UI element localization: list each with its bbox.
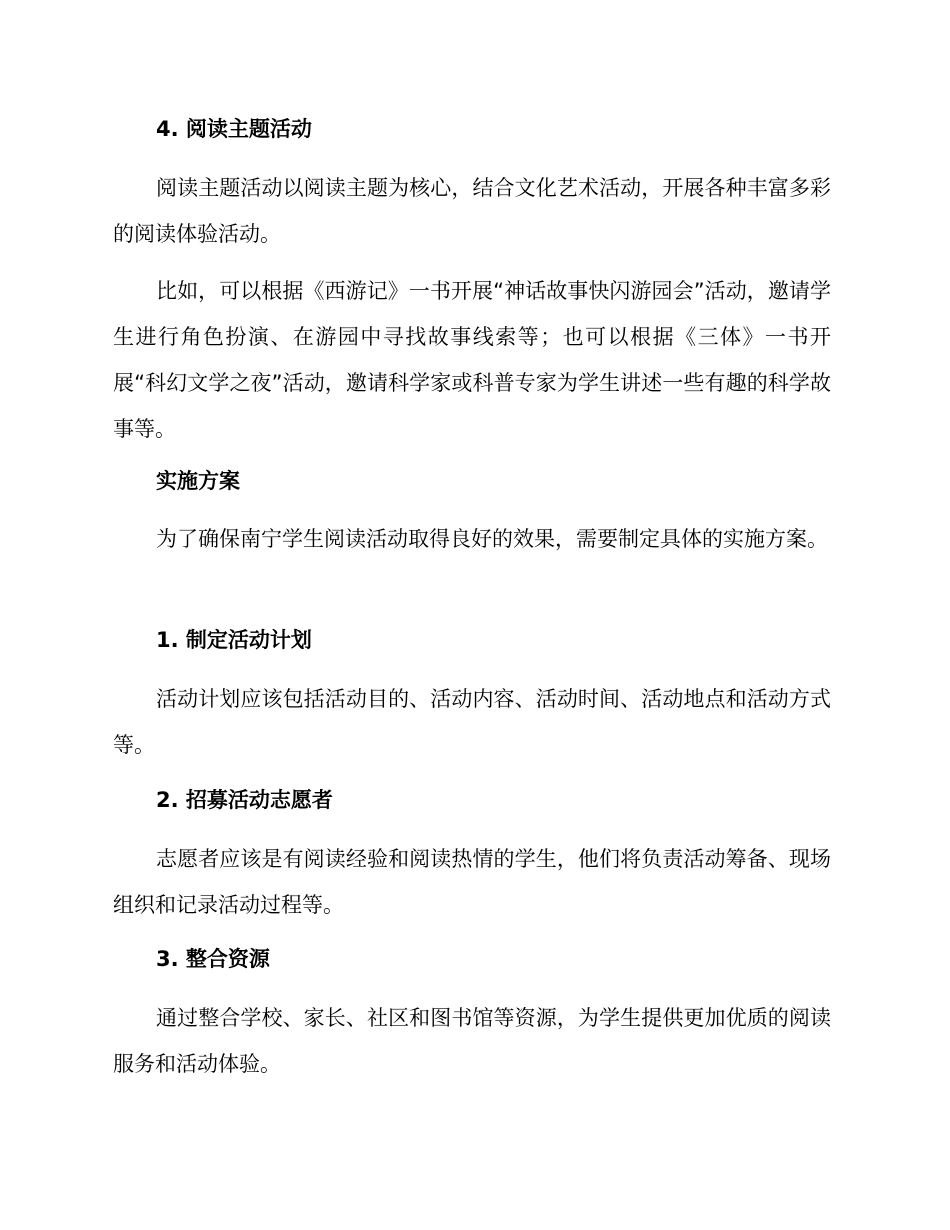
section-heading-integrate-resources: 3. 整合资源 <box>156 947 270 971</box>
paragraph-implementation-intro: 为了确保南宁学生阅读活动取得良好的效果，需要制定具体的实施方案。 <box>156 527 828 551</box>
paragraph-reading-theme-intro: 阅读主题活动以阅读主题为核心，结合文化艺术活动，开展各种丰富多彩的阅读体验活动。 <box>113 176 831 246</box>
section-heading-reading-theme-activities: 4. 阅读主题活动 <box>156 117 312 141</box>
section-heading-implementation-plan: 实施方案 <box>156 469 240 493</box>
paragraph-reading-theme-examples: 比如，可以根据《西游记》一书开展“神话故事快闪游园会”活动，邀请学生进行角色扮演、在游园中寻找故事线索等；也可以根据《三体》一书开展“科幻文学之夜”活动，邀请科学家或科普专家为学生讲述一些有趣的科学故事等。 <box>113 279 831 441</box>
section-heading-activity-plan: 1. 制定活动计划 <box>156 628 312 652</box>
paragraph-recruit-volunteers: 志愿者应该是有阅读经验和阅读热情的学生，他们将负责活动筹备、现场组织和记录活动过程等。 <box>113 847 831 917</box>
paragraph-integrate-resources: 通过整合学校、家长、社区和图书馆等资源，为学生提供更加优质的阅读服务和活动体验。 <box>113 1006 831 1076</box>
paragraph-activity-plan: 活动计划应该包括活动目的、活动内容、活动时间、活动地点和活动方式等。 <box>113 687 831 757</box>
section-heading-recruit-volunteers: 2. 招募活动志愿者 <box>156 788 333 812</box>
